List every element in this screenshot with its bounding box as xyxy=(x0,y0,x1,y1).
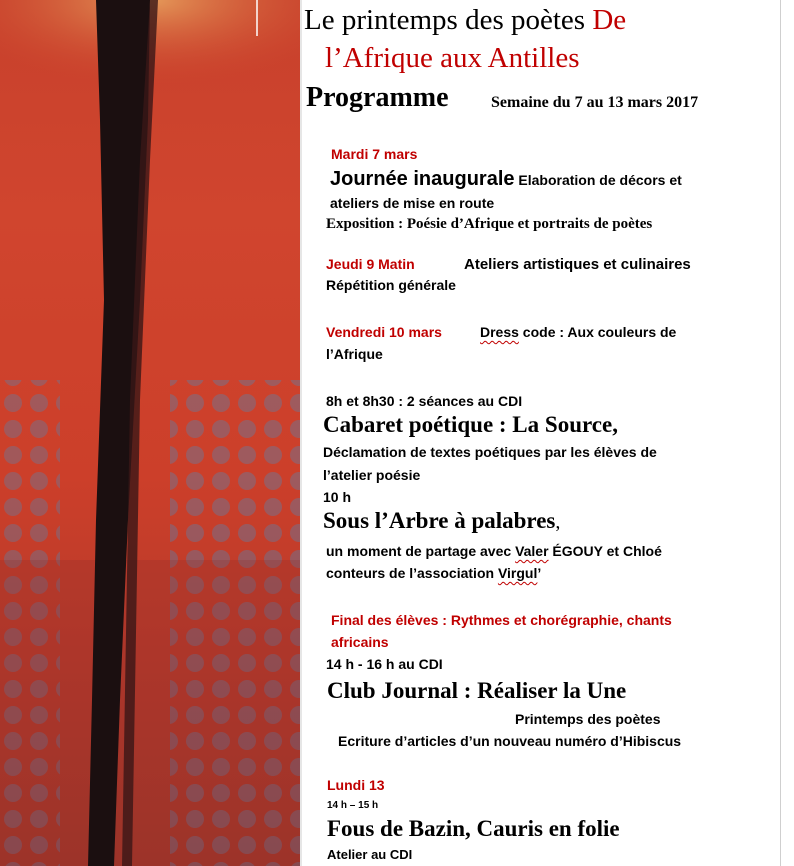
thursday-rehearsal: Répétition générale xyxy=(326,277,456,293)
partage-text-1: un moment de partage avec xyxy=(326,543,516,559)
tuesday-exposition: Exposition : Poésie d’Afrique et portraits de poètes xyxy=(326,216,653,232)
friday-dress-code xyxy=(480,324,676,340)
title-text: Le printemps des poètes xyxy=(304,4,593,36)
friday-final-1: Final des élèves : Rythmes et chorégraphie, chants xyxy=(331,612,672,628)
friday-conteurs xyxy=(326,565,541,581)
palabres-comma: , xyxy=(555,511,561,533)
tuesday-event-desc-2: ateliers de mise en route xyxy=(330,195,495,211)
title-line-2: l’Afrique aux Antilles xyxy=(325,42,580,74)
day-monday: Lundi 13 xyxy=(327,777,385,793)
painting-artwork xyxy=(0,0,300,866)
friday-partage xyxy=(326,543,662,559)
monday-atelier: Atelier au CDI xyxy=(327,847,413,862)
dress-rest: code : Aux couleurs de xyxy=(518,324,677,340)
page-right-border xyxy=(780,0,781,866)
friday-club-desc: Ecriture d’articles d’un nouveau numéro d’Hibiscus xyxy=(338,733,682,749)
tuesday-event-line xyxy=(330,168,682,191)
tuesday-event-title: Journée inaugurale xyxy=(330,168,515,190)
friday-final-2: africains xyxy=(331,634,389,650)
friday-time-10h: 10 h xyxy=(323,489,352,505)
day-tuesday: Mardi 7 mars xyxy=(331,146,418,162)
friday-club-sub: Printemps des poètes xyxy=(515,711,661,727)
title-line-1 xyxy=(304,4,626,37)
friday-club-journal: Club Journal : Réaliser la Une xyxy=(327,678,627,703)
title-text-red: De xyxy=(592,4,627,36)
friday-sessions: 8h et 8h30 : 2 séances au CDI xyxy=(326,393,523,409)
palabres-title: Sous l’Arbre à palabres xyxy=(323,508,556,533)
conteurs-text-2: ’ xyxy=(537,565,542,581)
friday-dress-code-2: l’Afrique xyxy=(326,346,383,362)
partage-valer: Valer xyxy=(515,543,549,559)
monday-event: Fous de Bazin, Cauris en folie xyxy=(327,816,620,841)
decorative-painting xyxy=(0,0,300,866)
friday-afternoon: 14 h - 16 h au CDI xyxy=(326,656,443,672)
week-dates: Semaine du 7 au 13 mars 2017 xyxy=(491,94,699,111)
conteurs-text-1: conteurs de l’association xyxy=(326,565,498,581)
tuesday-event-desc: Elaboration de décors et xyxy=(514,172,682,188)
monday-time: 14 h – 15 h xyxy=(327,800,379,811)
column-divider xyxy=(300,0,302,866)
programme-heading: Programme xyxy=(306,82,449,113)
friday-cabaret-desc-2: l’atelier poésie xyxy=(323,467,421,483)
friday-cabaret-desc-1: Déclamation de textes poétiques par les élèves de xyxy=(323,444,657,460)
dress-word: Dress xyxy=(480,324,519,340)
partage-text-2: ÉGOUY et Chloé xyxy=(548,543,662,559)
day-thursday: Jeudi 9 Matin xyxy=(326,256,415,272)
conteurs-virgul: Virgul xyxy=(497,565,538,581)
day-friday: Vendredi 10 mars xyxy=(326,324,442,340)
thursday-workshops: Ateliers artistiques et culinaires xyxy=(464,256,691,273)
friday-cabaret: Cabaret poétique : La Source, xyxy=(323,412,618,437)
friday-palabres xyxy=(323,508,560,534)
